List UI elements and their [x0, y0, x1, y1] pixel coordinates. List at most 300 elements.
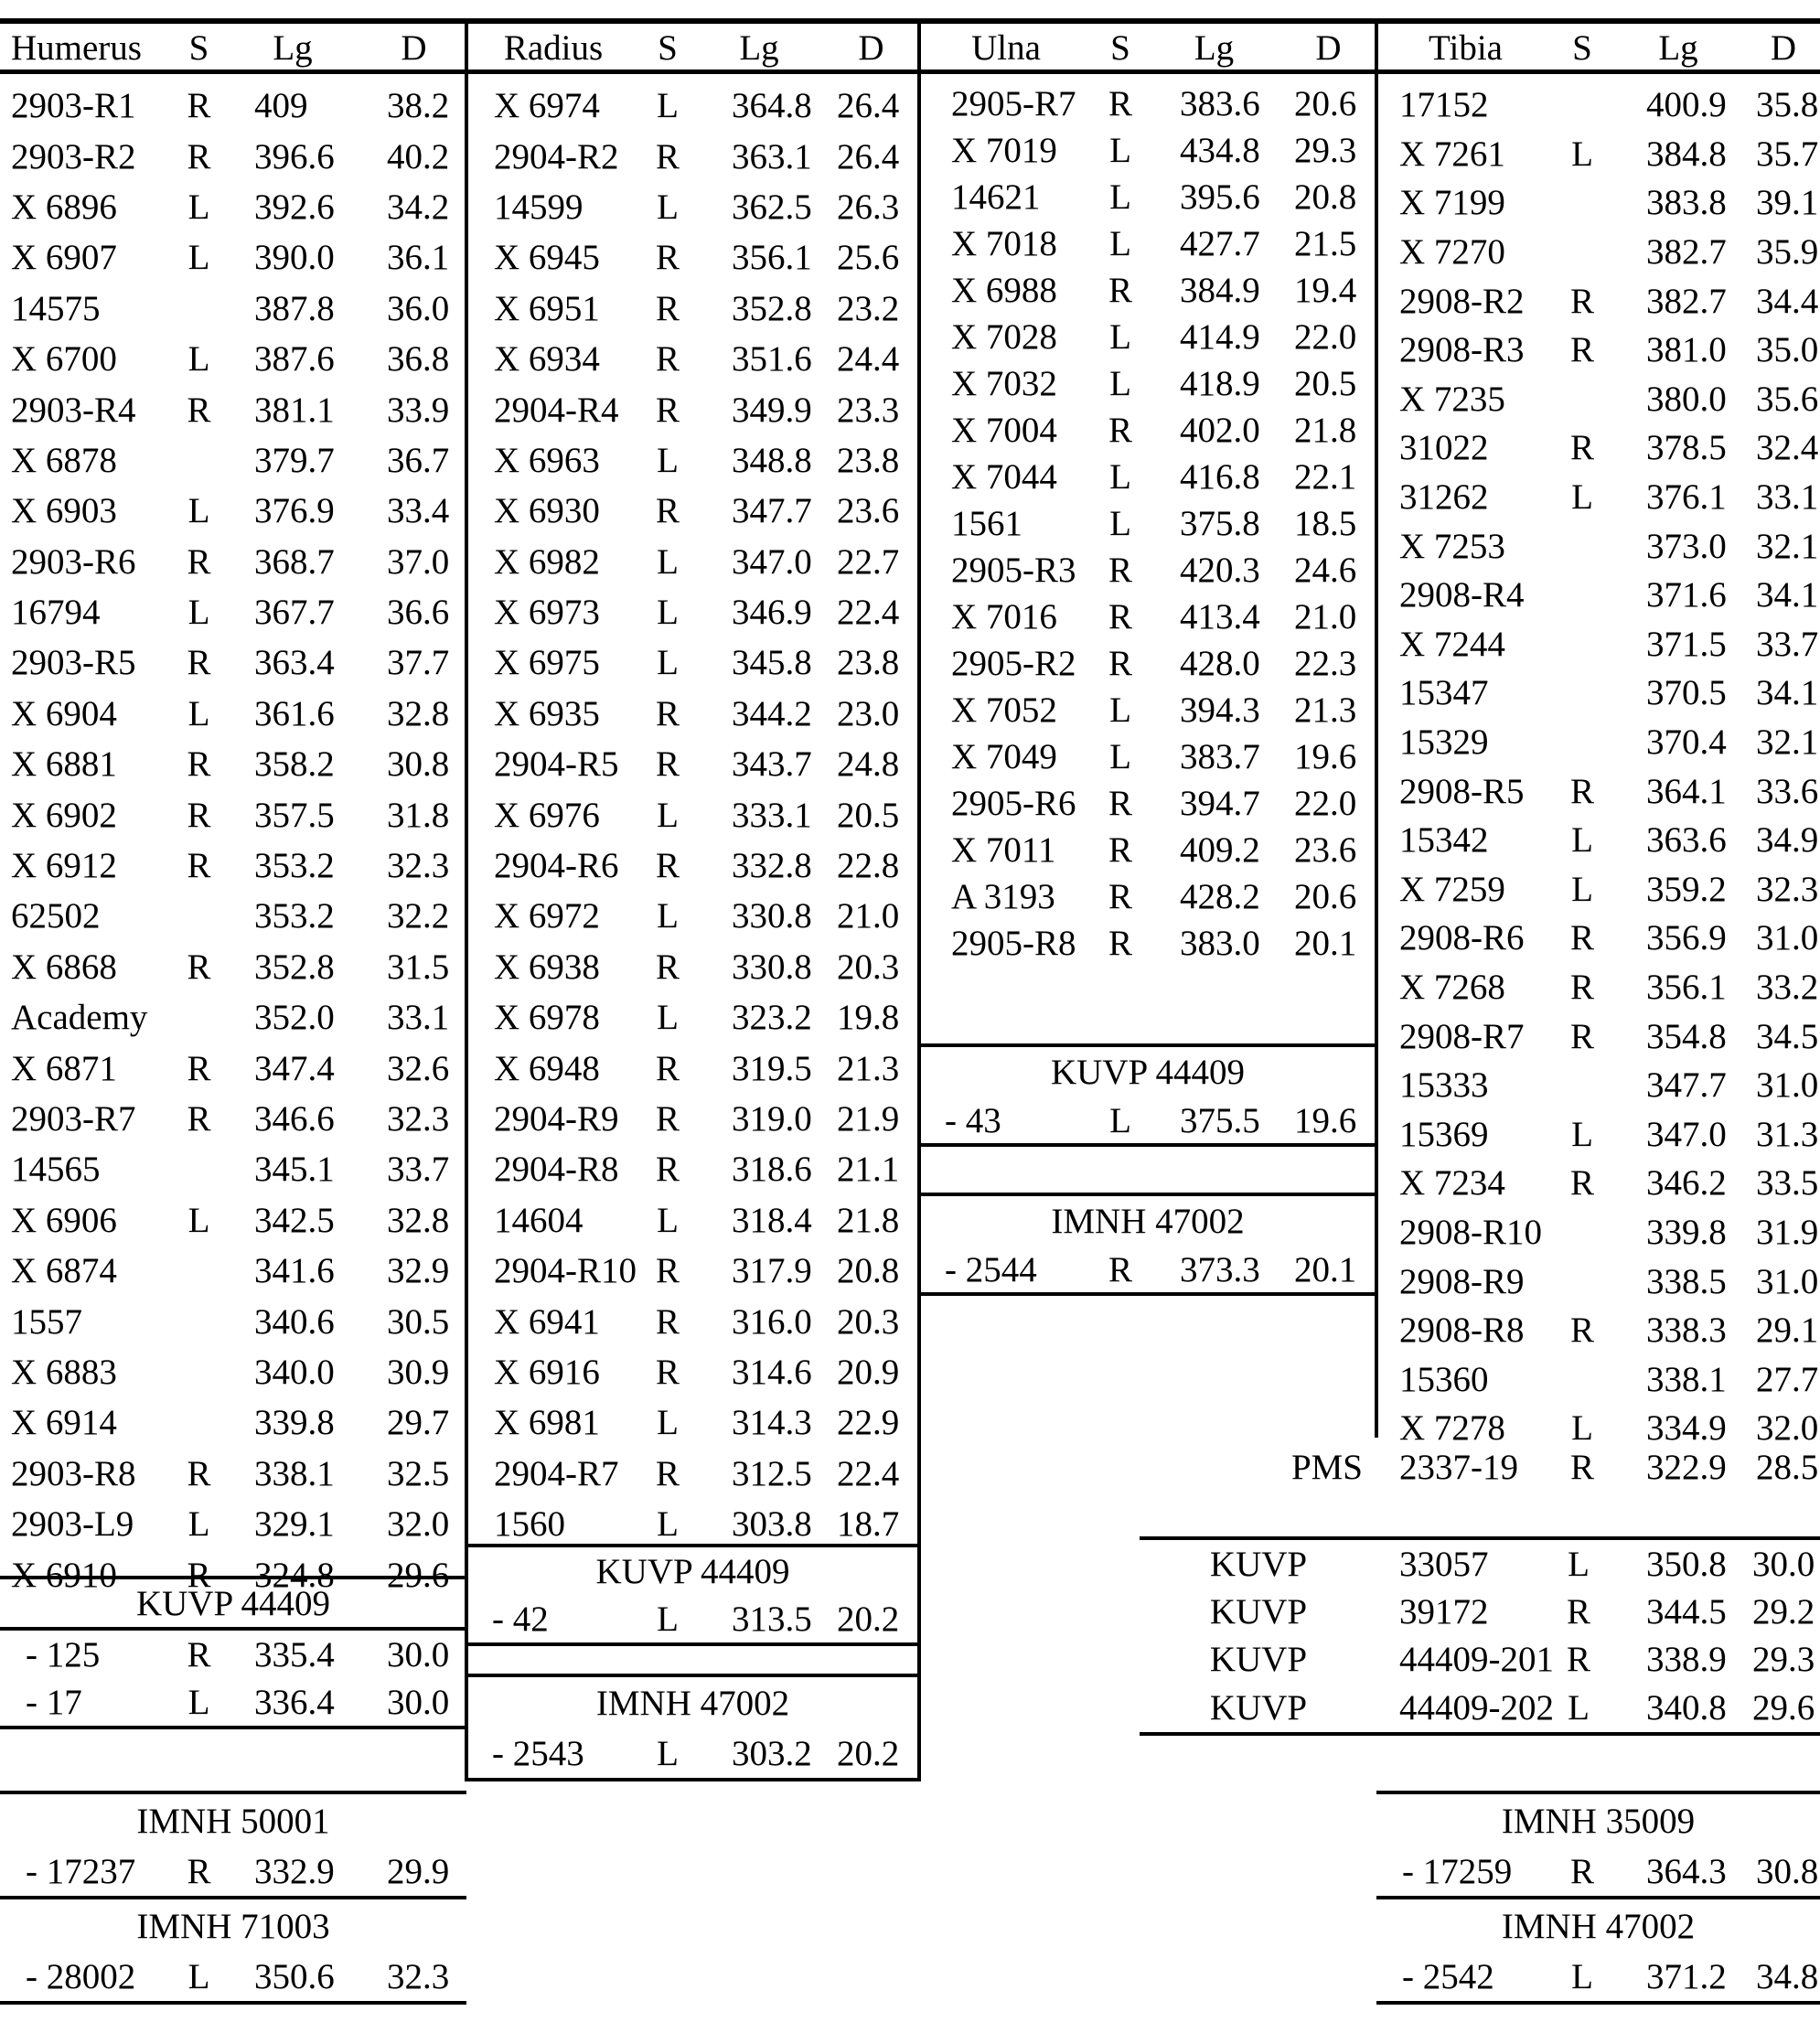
cell-id: 2903-R6 — [11, 541, 136, 582]
table-row — [1376, 1306, 1820, 1355]
cell-id: X 6912 — [11, 846, 117, 886]
cell-side: R — [1569, 967, 1594, 1007]
cell-side: L — [1571, 1957, 1593, 1996]
table-row — [0, 1296, 466, 1346]
table-row — [466, 789, 919, 840]
cell-side: L — [657, 795, 679, 835]
cell-side: L — [657, 541, 679, 582]
cell-length: 356.1 — [732, 238, 812, 278]
cell-id: - 125 — [26, 1634, 101, 1674]
cell-id: X 7278 — [1399, 1408, 1505, 1449]
cell-diameter: 29.3 — [1752, 1640, 1815, 1680]
cell-diameter: 29.7 — [387, 1403, 450, 1443]
cell-id: 2903-L9 — [11, 1504, 134, 1545]
table-row — [0, 1043, 466, 1093]
table-row — [1376, 178, 1820, 228]
cell-id: X 6976 — [494, 795, 600, 835]
cell-length: 395.6 — [1180, 177, 1260, 217]
cell-side: R — [1108, 830, 1132, 870]
cell-side: R — [655, 339, 680, 380]
cell-length: 313.5 — [732, 1599, 812, 1639]
cell-diameter: 23.6 — [1294, 830, 1357, 870]
table-row — [0, 1631, 466, 1678]
cell-id: X 6914 — [11, 1403, 117, 1443]
cell-id: X 7019 — [951, 131, 1057, 170]
cell-length: 346.9 — [732, 593, 812, 633]
cell-length: 363.1 — [732, 136, 812, 177]
cell-diameter: 26.4 — [837, 86, 900, 126]
table-row — [1376, 865, 1820, 915]
cell-diameter: 23.8 — [837, 643, 900, 683]
cell-diameter: 36.6 — [387, 593, 450, 633]
cell-side: R — [655, 947, 680, 987]
cell-id: X 7261 — [1399, 134, 1505, 174]
table-row — [466, 1144, 919, 1194]
table-row — [0, 891, 466, 941]
cell-side: R — [187, 541, 211, 582]
cell-id: - 2542 — [1402, 1957, 1494, 1996]
cell-length: 332.8 — [732, 846, 812, 886]
cell-diameter: 21.3 — [1294, 690, 1357, 730]
cell-id: 2908-R7 — [1399, 1016, 1525, 1056]
table-row — [919, 547, 1376, 594]
table-row — [1376, 963, 1820, 1012]
cell-id: 31022 — [1399, 428, 1489, 468]
cell-id: X 7018 — [951, 224, 1057, 263]
table-row — [466, 689, 919, 739]
cell-id: X 7268 — [1399, 967, 1505, 1007]
cell-diameter: 23.3 — [837, 390, 900, 430]
cell-id: X 7235 — [1399, 379, 1505, 419]
column-header-bone: Radius — [503, 27, 604, 68]
cell-id: - 2544 — [945, 1249, 1037, 1289]
cell-id: 2904-R8 — [494, 1150, 619, 1190]
cell-diameter: 21.8 — [1294, 411, 1357, 450]
cell-length: 338.1 — [1646, 1359, 1727, 1399]
cell-diameter: 22.8 — [837, 846, 900, 886]
cell-length: 319.5 — [732, 1048, 812, 1088]
cell-side: R — [1108, 1249, 1132, 1289]
header-underline — [0, 70, 1820, 74]
section-ulna-kuvp-44409 — [919, 1043, 1376, 1147]
cell-id: X 6916 — [494, 1352, 600, 1392]
column-header-side: S — [658, 27, 678, 68]
cell-id: 2908-R2 — [1399, 281, 1525, 321]
cell-diameter: 20.6 — [1294, 84, 1357, 123]
table-row — [1376, 620, 1820, 669]
header-tibia — [1376, 26, 1820, 70]
cell-id: 1557 — [11, 1301, 82, 1342]
cell-id: 2908-R8 — [1399, 1311, 1525, 1351]
cell-length: 370.4 — [1646, 722, 1727, 763]
cell-diameter: 30.9 — [387, 1352, 450, 1392]
cell-length: 340.8 — [1646, 1687, 1727, 1728]
table-row — [919, 1097, 1376, 1143]
table-row — [466, 537, 919, 587]
cell-length: 338.5 — [1646, 1261, 1727, 1301]
table-row — [1376, 1952, 1820, 2001]
table-row — [919, 360, 1376, 407]
section-kuvp-group — [1140, 1536, 1820, 1736]
cell-diameter: 20.9 — [837, 1352, 900, 1392]
section-header: IMNH 47002 — [595, 1683, 790, 1723]
cell-id: X 6902 — [11, 795, 117, 835]
cell-length: 392.6 — [254, 187, 335, 227]
cell-id: - 2543 — [492, 1733, 584, 1773]
column-header-bone: Tibia — [1429, 27, 1503, 68]
cell-side: L — [187, 1957, 210, 1996]
table-row — [1376, 130, 1820, 179]
cell-diameter: 22.9 — [837, 1403, 900, 1443]
cell-length: 317.9 — [732, 1251, 812, 1291]
cell-side: R — [187, 744, 211, 785]
cell-id: 2908-R4 — [1399, 575, 1525, 615]
cell-length: 303.2 — [732, 1733, 812, 1773]
cell-id: 2904-R7 — [494, 1453, 619, 1493]
table-row — [919, 127, 1376, 174]
cell-diameter: 31.0 — [1756, 1261, 1819, 1301]
cell-length: 342.5 — [254, 1200, 335, 1240]
cell-diameter: 22.7 — [837, 541, 900, 582]
cell-diameter: 30.8 — [1756, 1852, 1819, 1891]
cell-length: 400.9 — [1646, 85, 1727, 125]
cell-length: 352.8 — [254, 947, 335, 987]
cell-length: 383.7 — [1180, 737, 1260, 776]
table-row — [0, 1952, 466, 2001]
table-row — [1376, 1159, 1820, 1208]
cell-length: 382.7 — [1646, 232, 1727, 273]
cell-id: X 6930 — [494, 491, 600, 531]
table-row — [466, 1728, 919, 1778]
table-row — [0, 1449, 466, 1499]
table-row — [1376, 375, 1820, 424]
cell-id: X 6907 — [11, 238, 117, 278]
cell-diameter: 21.0 — [1294, 597, 1357, 637]
table-row — [0, 1195, 466, 1246]
section-humerus-imnh — [0, 1791, 466, 2005]
cell-diameter: 23.6 — [837, 491, 900, 531]
cell-length: 339.8 — [254, 1403, 335, 1443]
table-row — [466, 891, 919, 941]
cell-side: R — [187, 643, 211, 683]
cell-length: 330.8 — [732, 896, 812, 936]
cell-id: 2905-R2 — [951, 644, 1076, 683]
cell-id: X 6978 — [494, 998, 600, 1038]
table-row — [466, 182, 919, 232]
cell-diameter: 32.3 — [387, 846, 450, 886]
cell-length: 344.5 — [1646, 1592, 1727, 1632]
cell-diameter: 29.6 — [387, 1555, 450, 1595]
cell-side: L — [187, 1682, 210, 1722]
column-header-length: Lg — [273, 27, 313, 68]
cell-side: R — [655, 693, 680, 733]
cell-id: X 7052 — [951, 690, 1057, 730]
cell-side: R — [1569, 1016, 1594, 1056]
cell-id: X 6951 — [494, 288, 600, 328]
table-row — [1376, 1847, 1820, 1896]
cell-side: L — [1109, 131, 1131, 170]
cell-id: X 6988 — [951, 271, 1057, 310]
cell-id: 2908-R5 — [1399, 771, 1525, 811]
institution-label: KUVP — [1209, 1592, 1308, 1632]
cell-diameter: 35.6 — [1756, 379, 1819, 419]
section-rows — [1376, 1952, 1820, 2001]
cell-length: 370.5 — [1646, 673, 1727, 713]
cell-diameter: 19.8 — [837, 998, 900, 1038]
table-row — [0, 384, 466, 434]
cell-length: 381.1 — [254, 390, 335, 430]
cell-diameter: 31.3 — [1756, 1114, 1819, 1154]
cell-diameter: 30.8 — [387, 744, 450, 785]
cell-side: R — [1569, 281, 1594, 321]
cell-length: 350.8 — [1646, 1544, 1727, 1584]
cell-side: R — [655, 238, 680, 278]
cell-length: 367.7 — [254, 593, 335, 633]
table-row — [919, 687, 1376, 733]
cell-id: 2905-R3 — [951, 551, 1076, 590]
cell-diameter: 28.5 — [1756, 1447, 1819, 1487]
cell-diameter: 20.3 — [837, 1301, 900, 1342]
cell-diameter: 32.8 — [387, 693, 450, 733]
cell-length: 316.0 — [732, 1301, 812, 1342]
column-header-length: Lg — [1658, 27, 1698, 68]
cell-side: R — [1108, 84, 1132, 123]
table-row — [1376, 80, 1820, 130]
table-row — [0, 637, 466, 688]
column-header-bone: Ulna — [971, 27, 1041, 68]
cell-id: 44409-202 — [1399, 1687, 1554, 1728]
cell-side: L — [1568, 1544, 1590, 1584]
cell-id: 2903-R4 — [11, 390, 136, 430]
cell-diameter: 32.8 — [387, 1200, 450, 1240]
cell-length: 373.0 — [1646, 526, 1727, 566]
table-row — [0, 80, 466, 131]
humerus-rows — [0, 80, 466, 1600]
cell-diameter: 32.2 — [387, 896, 450, 936]
table-row — [466, 1296, 919, 1346]
cell-diameter: 20.1 — [1294, 924, 1357, 963]
cell-diameter: 22.4 — [837, 1453, 900, 1493]
cell-side: L — [187, 593, 210, 633]
cell-id: X 7270 — [1399, 232, 1505, 273]
cell-side: R — [655, 1352, 680, 1392]
cell-diameter: 20.2 — [837, 1599, 900, 1639]
table-row — [466, 942, 919, 992]
cell-diameter: 35.7 — [1756, 134, 1819, 174]
cell-side: L — [187, 491, 210, 531]
cell-id: 33057 — [1399, 1544, 1489, 1584]
cell-side: R — [1569, 1163, 1594, 1204]
cell-id: X 6874 — [11, 1251, 117, 1291]
cell-side: R — [655, 491, 680, 531]
cell-length: 371.6 — [1646, 575, 1727, 615]
cell-diameter: 23.0 — [837, 693, 900, 733]
cell-side: R — [1569, 771, 1594, 811]
cell-id: 16794 — [11, 593, 101, 633]
cell-length: 427.7 — [1180, 224, 1260, 263]
cell-length: 338.3 — [1646, 1311, 1727, 1351]
cell-id: X 7244 — [1399, 624, 1505, 664]
cell-diameter: 33.7 — [1756, 624, 1819, 664]
table-row — [0, 1499, 466, 1549]
cell-diameter: 21.1 — [837, 1150, 900, 1190]
cell-length: 324.8 — [254, 1555, 335, 1595]
cell-length: 352.8 — [732, 288, 812, 328]
cell-side: R — [655, 1150, 680, 1190]
cell-length: 357.5 — [254, 795, 335, 835]
table-row — [1376, 423, 1820, 473]
cell-diameter: 29.1 — [1756, 1311, 1819, 1351]
column-header-diameter: D — [401, 27, 427, 68]
table-row — [919, 827, 1376, 873]
cell-id: 14621 — [951, 177, 1041, 217]
cell-id: X 6973 — [494, 593, 600, 633]
cell-diameter: 21.3 — [837, 1048, 900, 1088]
cell-side: L — [1109, 177, 1131, 217]
table-row — [0, 587, 466, 637]
column-header-diameter: D — [858, 27, 884, 68]
cell-id: 2905-R8 — [951, 924, 1076, 963]
cell-id: 15342 — [1399, 820, 1489, 861]
section-radius-kuvp-44409 — [466, 1544, 919, 1646]
cell-diameter: 33.9 — [387, 390, 450, 430]
table-row — [466, 435, 919, 486]
cell-side: L — [1109, 504, 1131, 543]
table-row — [466, 131, 919, 181]
cell-id: 2908-R9 — [1399, 1261, 1525, 1301]
cell-diameter: 36.1 — [387, 238, 450, 278]
cell-id: X 6906 — [11, 1200, 117, 1240]
cell-diameter: 24.4 — [837, 339, 900, 380]
cell-length: 341.6 — [254, 1251, 335, 1291]
cell-side: L — [657, 1733, 679, 1773]
cell-side: L — [657, 1599, 679, 1639]
cell-side: L — [1571, 134, 1593, 174]
column-header-side: S — [1110, 27, 1130, 68]
cell-id: X 7049 — [951, 737, 1057, 776]
cell-side: R — [655, 846, 680, 886]
cell-side: R — [655, 1099, 680, 1139]
cell-length: 428.0 — [1180, 644, 1260, 683]
section-header: IMNH 47002 — [1051, 1202, 1245, 1241]
table-row — [0, 1144, 466, 1194]
institution-label: KUVP — [1209, 1687, 1308, 1728]
cell-id: - 43 — [945, 1100, 1001, 1140]
table-row — [466, 384, 919, 434]
cell-diameter: 33.7 — [387, 1150, 450, 1190]
cell-length: 347.7 — [732, 491, 812, 531]
cell-length: 347.7 — [1646, 1065, 1727, 1106]
cell-diameter: 40.2 — [387, 136, 450, 177]
table-row — [0, 1397, 466, 1448]
section-rows — [0, 1631, 466, 1726]
cell-side: L — [1109, 317, 1131, 357]
cell-id: 1560 — [494, 1504, 565, 1545]
cell-id: - 17 — [26, 1682, 82, 1722]
cell-side: R — [1569, 1852, 1594, 1891]
table-row — [919, 640, 1376, 687]
cell-id: X 6945 — [494, 238, 600, 278]
cell-diameter: 31.0 — [1756, 1065, 1819, 1106]
table-row — [919, 920, 1376, 967]
cell-side: L — [1571, 869, 1593, 909]
cell-diameter: 34.4 — [1756, 281, 1819, 321]
cell-length: 347.0 — [732, 541, 812, 582]
cell-length: 353.2 — [254, 846, 335, 886]
table-row — [466, 739, 919, 789]
table-row — [1376, 1208, 1820, 1257]
cell-diameter: 33.6 — [1756, 771, 1819, 811]
table-row — [1376, 1443, 1820, 1491]
cell-diameter: 34.1 — [1756, 575, 1819, 615]
cell-id: X 6883 — [11, 1352, 117, 1392]
cell-side: R — [655, 1453, 680, 1493]
table-row — [466, 334, 919, 384]
cell-length: 319.0 — [732, 1099, 812, 1139]
section-rows — [0, 1952, 466, 2001]
cell-side: L — [187, 1200, 210, 1240]
cell-id: X 6904 — [11, 693, 117, 733]
cell-id: 44409-201 — [1399, 1640, 1554, 1680]
cell-length: 343.7 — [732, 744, 812, 785]
cell-length: 338.9 — [1646, 1640, 1727, 1680]
cell-length: 387.8 — [254, 288, 335, 328]
top-border-line — [0, 18, 1820, 24]
cell-length: 347.4 — [254, 1048, 335, 1088]
cell-side: R — [1569, 1311, 1594, 1351]
table-row — [1376, 326, 1820, 375]
cell-side: R — [187, 1555, 211, 1595]
cell-side: L — [657, 1200, 679, 1240]
cell-diameter: 32.6 — [387, 1048, 450, 1088]
cell-side: R — [1108, 924, 1132, 963]
column-header-bone: Humerus — [11, 27, 142, 68]
cell-id: 15347 — [1399, 673, 1489, 713]
institution-label: KUVP — [1209, 1544, 1308, 1584]
cell-id: 2337-19 — [1399, 1447, 1518, 1487]
section-header: KUVP 44409 — [1051, 1053, 1245, 1092]
cell-length: 339.8 — [1646, 1212, 1727, 1252]
cell-length: 356.9 — [1646, 918, 1727, 958]
cell-diameter: 30.0 — [387, 1634, 450, 1674]
section-radius-imnh-47002 — [466, 1674, 919, 1781]
cell-side: R — [655, 744, 680, 785]
cell-side: R — [1108, 644, 1132, 683]
cell-diameter: 31.5 — [387, 947, 450, 987]
table-row — [1140, 1684, 1820, 1731]
cell-side: R — [655, 288, 680, 328]
cell-side: R — [1108, 784, 1132, 823]
table-row — [0, 131, 466, 181]
cell-side: L — [187, 187, 210, 227]
table-row — [466, 1449, 919, 1499]
cell-length: 376.9 — [254, 491, 335, 531]
cell-length: 383.6 — [1180, 84, 1260, 123]
table-row — [1376, 669, 1820, 718]
cell-id: X 6871 — [11, 1048, 117, 1088]
cell-diameter: 30.0 — [1752, 1544, 1815, 1584]
cell-side: R — [187, 795, 211, 835]
cell-id: X 6903 — [11, 491, 117, 531]
table-row — [466, 1347, 919, 1397]
tibia-rows — [1376, 80, 1820, 1453]
section-rows — [0, 1847, 466, 1896]
cell-length: 382.7 — [1646, 281, 1727, 321]
column-header-length: Lg — [739, 27, 779, 68]
table-row — [1376, 228, 1820, 277]
header-humerus — [0, 26, 466, 70]
cell-diameter: 19.6 — [1294, 1100, 1357, 1140]
